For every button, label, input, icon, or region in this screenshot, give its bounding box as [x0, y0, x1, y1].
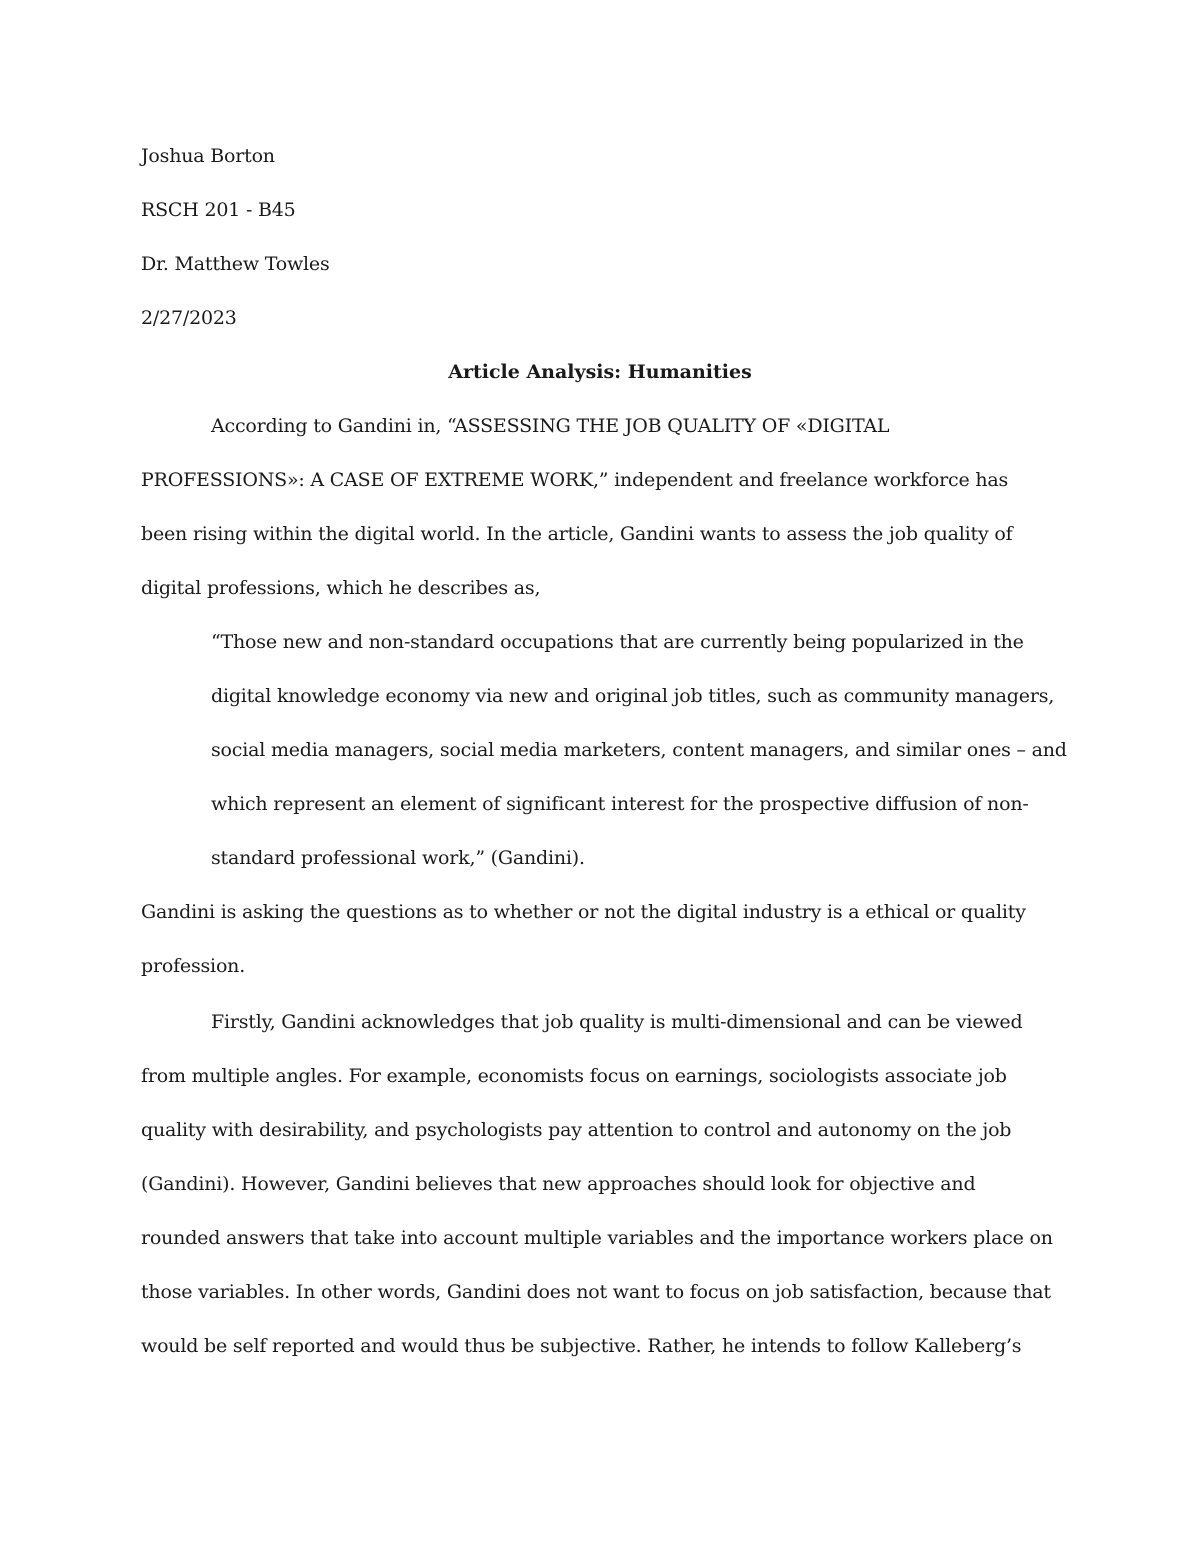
- paragraph-line: digital professions, which he describes as,: [141, 577, 541, 599]
- paragraph-line: PROFESSIONS»: A CASE OF EXTREME WORK,” independent and freelance workforce has: [141, 469, 1009, 491]
- paragraph-line: According to Gandini in, “ASSESSING THE JOB QUALITY OF «DIGITAL: [211, 415, 890, 437]
- paragraph-line: profession.: [141, 955, 246, 977]
- author-name: Joshua Borton: [141, 145, 275, 167]
- document-title: Article Analysis: Humanities: [448, 361, 752, 383]
- paragraph-line: Firstly, Gandini acknowledges that job quality is multi-dimensional and can be viewed: [211, 1011, 1023, 1033]
- block-quote-line: social media managers, social media marketers, content managers, and similar ones – and: [211, 739, 1067, 761]
- block-quote-line: which represent an element of significant interest for the prospective diffusion of non-: [211, 793, 1029, 815]
- paragraph-line: (Gandini). However, Gandini believes that new approaches should look for objective and: [141, 1173, 976, 1195]
- submission-date: 2/27/2023: [141, 307, 237, 329]
- paragraph-line: been rising within the digital world. In the article, Gandini wants to assess the job quality of: [141, 523, 1013, 545]
- block-quote-line: digital knowledge economy via new and original job titles, such as community managers,: [211, 685, 1055, 707]
- course-code: RSCH 201 - B45: [141, 199, 296, 221]
- paragraph-line: those variables. In other words, Gandini does not want to focus on job satisfaction, because that: [141, 1281, 1051, 1303]
- paragraph-line: rounded answers that take into account multiple variables and the importance workers place on: [141, 1227, 1053, 1249]
- instructor-name: Dr. Matthew Towles: [141, 253, 330, 275]
- block-quote-line: “Those new and non-standard occupations that are currently being popularized in the: [211, 631, 1024, 653]
- paragraph-line: from multiple angles. For example, economists focus on earnings, sociologists associate job: [141, 1065, 1007, 1087]
- block-quote-line: standard professional work,” (Gandini).: [211, 847, 585, 869]
- paragraph-line: would be self reported and would thus be subjective. Rather, he intends to follow Kalleberg’s: [141, 1335, 1022, 1357]
- paragraph-line: quality with desirability, and psychologists pay attention to control and autonomy on the job: [141, 1119, 1012, 1141]
- paragraph-line: Gandini is asking the questions as to whether or not the digital industry is a ethical or quality: [141, 901, 1026, 923]
